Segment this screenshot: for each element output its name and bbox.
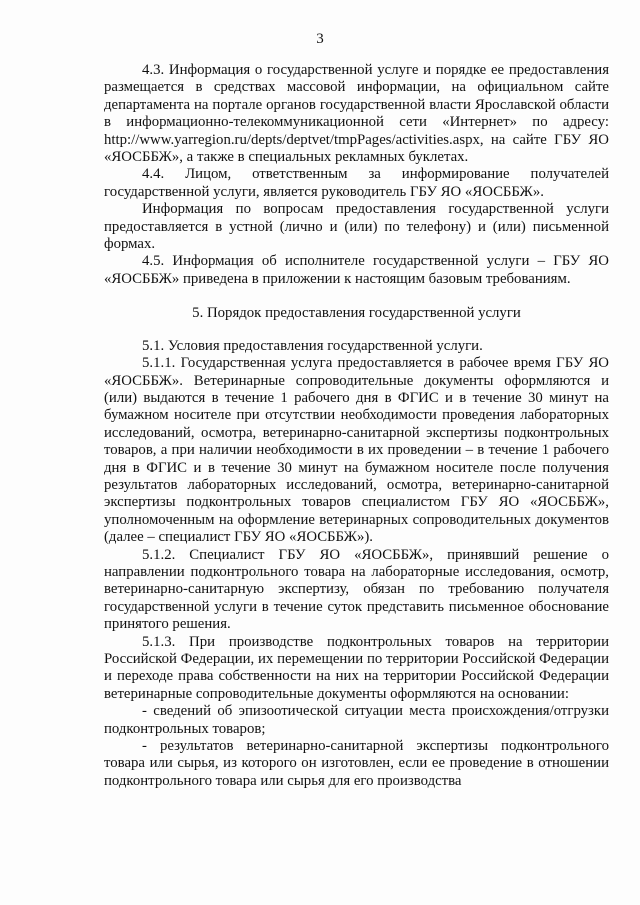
page-number: 3 xyxy=(316,31,324,47)
paragraph-5-1: 5.1. Условия предоставления государственной услуги. xyxy=(142,337,483,354)
document-body xyxy=(104,62,609,790)
paragraph-4-3: 4.3. Информация о государственной услуге и порядке ее предоставления размещается в средствах массовой информации, на официальном сайте департамента на портале органов государственной власти Ярославской области в информационно-телекоммуникационной сети «Интернет» по адресу: http://www.yarregion.ru/depts/deptvet/tmpPages/activities.aspx, на сайте ГБУ ЯО «ЯОСББЖ», а также в специальных рекламных буклетах. xyxy=(104,62,609,166)
paragraph-4-5: 4.5. Информация об исполнителе государственной услуги – ГБУ ЯО «ЯОСББЖ» приведена в приложении к настоящим базовым требованиям. xyxy=(104,253,609,287)
list-item-expertise: - результатов ветеринарно-санитарной экспертизы подконтрольного товара или сырья, из которого он изготовлен, если ее проведение в отношении подконтрольного товара или сырья для его производства xyxy=(104,738,609,789)
section-heading-5: 5. Порядок предоставления государственной услуги xyxy=(192,305,521,322)
paragraph-5-1-1: 5.1.1. Государственная услуга предоставляется в рабочее время ГБУ ЯО «ЯОСББЖ». Ветеринарные сопроводительные документы оформляются и (или) выдаются в течение 1 рабочего дня в ФГИС и в течение 30 минут на бумажном носителе при отсутствии необходимости проведения лабораторных исследований, осмотра, ветеринарно-санитарной экспертизы подконтрольных товаров, а при наличии необходимости в их проведении – в течение 1 рабочего дня в ФГИС и в течение 30 минут на бумажном носителе после получения результатов лабораторных исследований, осмотра, ветеринарно-санитарной экспертизы подконтрольных товаров специалистом ГБУ ЯО «ЯОСББЖ», уполномоченным на оформление ветеринарных сопроводительных документов (далее – специалист ГБУ ЯО «ЯОСББЖ»). xyxy=(104,355,609,546)
paragraph-5-1-2: 5.1.2. Специалист ГБУ ЯО «ЯОСББЖ», принявший решение о направлении подконтрольного товара на лабораторные исследования, осмотр, ветеринарно-санитарную экспертизу, обязан по требованию получателя государственной услуги в течение суток представить письменное обоснование принятого решения. xyxy=(104,546,609,633)
list-item-epizootic: - сведений об эпизоотической ситуации места происхождения/отгрузки подконтрольных товаров; xyxy=(104,703,609,737)
paragraph-4-4: 4.4. Лицом, ответственным за информирование получателей государственной услуги, является руководитель ГБУ ЯО «ЯОСББЖ». xyxy=(104,166,609,200)
paragraph-5-1-3: 5.1.3. При производстве подконтрольных товаров на территории Российской Федерации, их перемещении по территории Российской Федерации и переходе права собственности на них на территории Российской Федерации ветеринарные сопроводительные документы оформляются на основании: xyxy=(104,633,609,702)
paragraph-info-forms: Информация по вопросам предоставления государственной услуги предоставляется в устной (лично и (или) по телефону) и (или) письменной формах. xyxy=(104,201,609,253)
